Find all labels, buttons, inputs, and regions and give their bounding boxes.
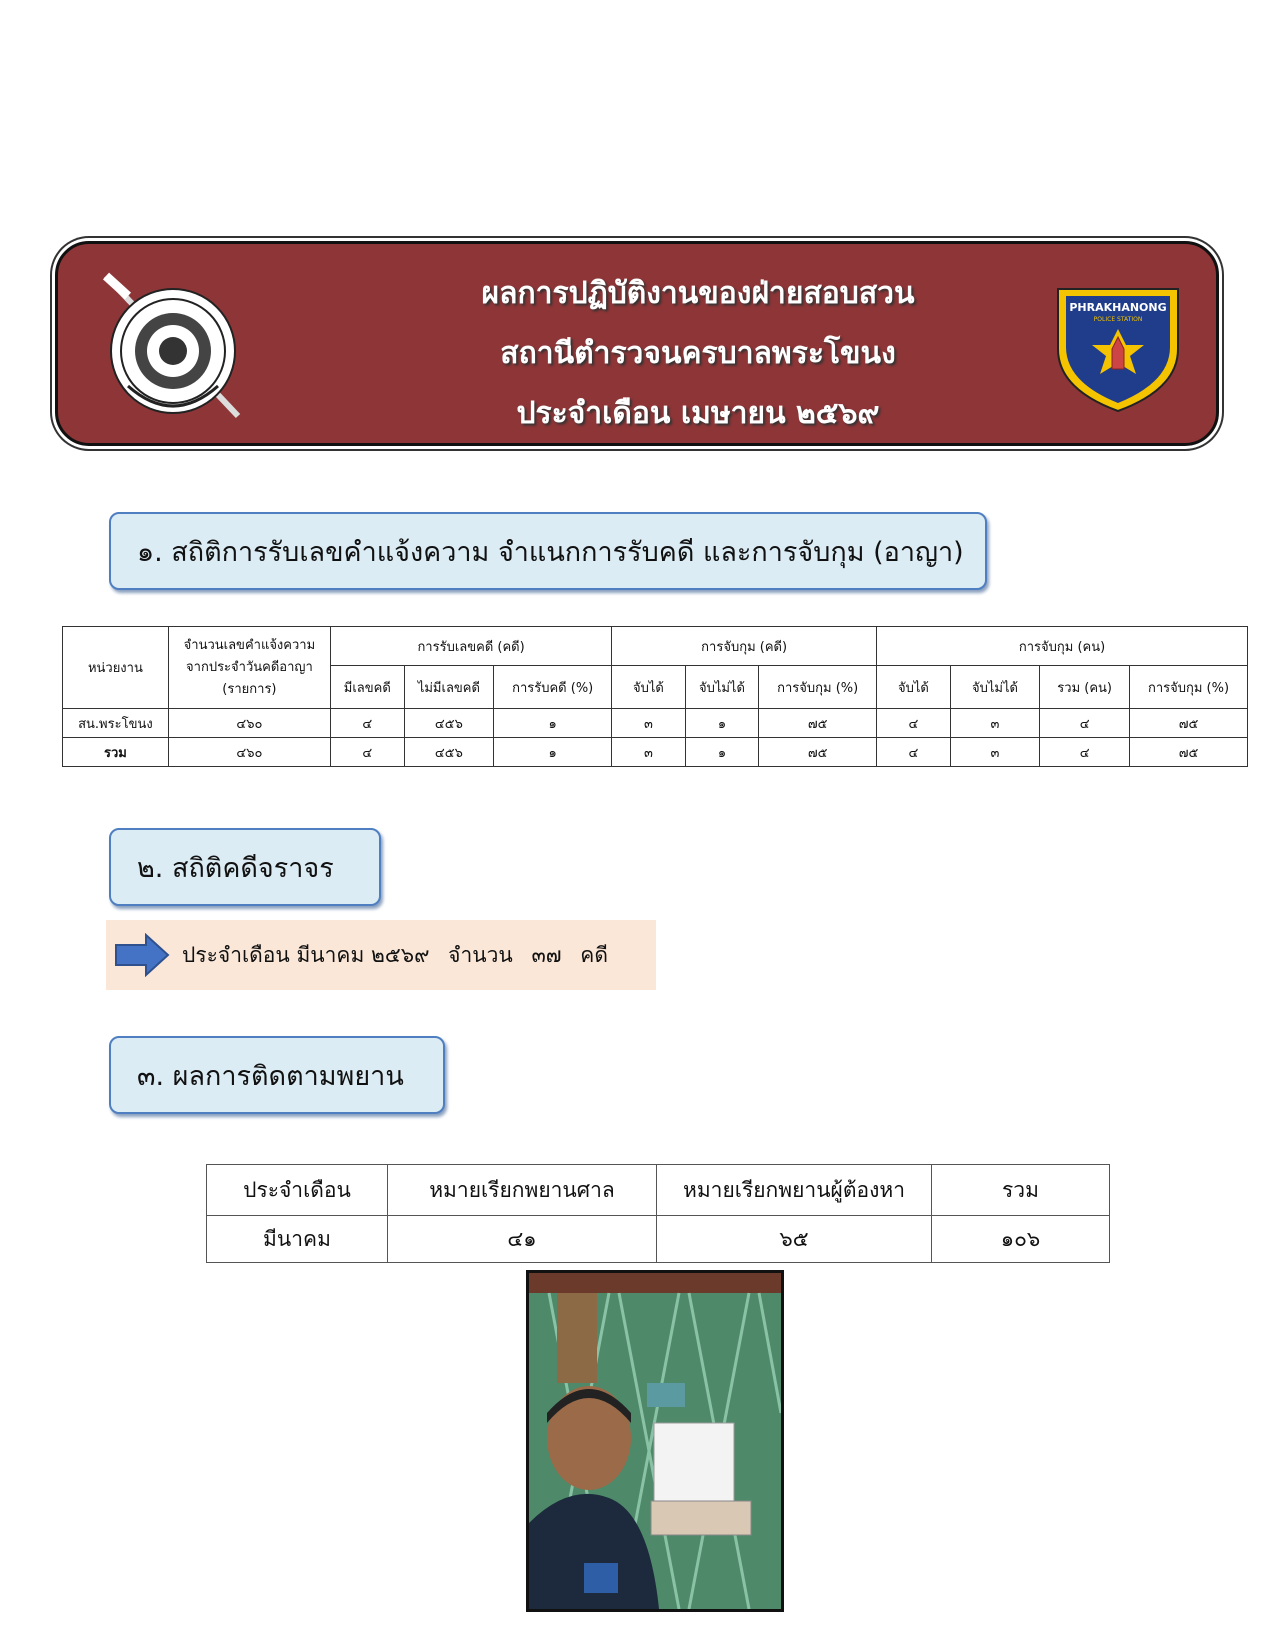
header-banner — [55, 241, 1219, 446]
section3-title: ๓. ผลการติดตามพยาน — [137, 1060, 404, 1092]
cell-arrest-pct-person: ๗๕ — [1130, 709, 1248, 738]
phrakhanong-station-badge — [1048, 279, 1188, 414]
traffic-month: ประจำเดือน มีนาคม ๒๕๖๙ — [182, 942, 430, 967]
th-not-caught-person: จับไม่ได้ — [950, 666, 1040, 709]
section1-title: ๑. สถิติการรับเลขคำแจ้งความ จำแนกการรับคดี และการจับกุม (อาญา) — [137, 536, 964, 568]
th-suspect-summons: หมายเรียกพยานผู้ต้องหา — [657, 1165, 932, 1216]
svg-text:PHRAKHANONG: PHRAKHANONG — [1069, 301, 1167, 314]
th-unit: หน่วยงาน — [63, 627, 169, 709]
cell-has-no: ๔ — [331, 738, 405, 767]
table-row — [207, 1216, 1110, 1263]
th-court-summons: หมายเรียกพยานศาล — [388, 1165, 657, 1216]
banner-title-line1: ผลการปฏิบัติงานของฝ่ายสอบสวน — [481, 276, 915, 311]
cell-not-caught: ๑ — [685, 738, 759, 767]
cell-arrest-pct: ๗๕ — [759, 709, 877, 738]
cell-no-no: ๔๕๖ — [404, 709, 494, 738]
cell-case-pct: ๑ — [494, 738, 612, 767]
cell-has-no: ๔ — [331, 709, 405, 738]
table-row — [63, 709, 1248, 738]
section2-title: ๒. สถิติคดีจราจร — [137, 852, 334, 884]
cell-month: มีนาคม — [207, 1216, 388, 1263]
cell-total-person: ๔ — [1040, 709, 1130, 738]
th-case-group: การรับเลขคดี (คดี) — [331, 627, 612, 666]
cell-caught-person: ๔ — [877, 738, 951, 767]
th-reports: จำนวนเลขคำแจ้งความ จากประจำวันคดีอาญา (รายการ) — [168, 627, 330, 709]
cell-unit: รวม — [63, 738, 169, 767]
traffic-cases-text — [182, 939, 620, 972]
traffic-cases-callout — [106, 920, 656, 990]
th-has-case-no: มีเลขคดี — [331, 666, 405, 709]
table-row-total — [63, 738, 1248, 767]
traffic-count-unit: คดี — [580, 942, 608, 967]
cell-arrest-pct-person: ๗๕ — [1130, 738, 1248, 767]
cell-unit: สน.พระโขนง — [63, 709, 169, 738]
criminal-statistics-table — [62, 626, 1248, 767]
banner-title-line2: สถานีตำรวจนครบาลพระโขนง — [500, 336, 896, 371]
th-total-person: รวม (คน) — [1040, 666, 1130, 709]
th-caught: จับได้ — [612, 666, 686, 709]
cell-arrest-pct: ๗๕ — [759, 738, 877, 767]
cell-total-person: ๔ — [1040, 738, 1130, 767]
th-total: รวม — [932, 1165, 1110, 1216]
th-caught-person: จับได้ — [877, 666, 951, 709]
cell-reports: ๔๖๐ — [168, 709, 330, 738]
th-arrest-person-group: การจับกุม (คน) — [877, 627, 1248, 666]
svg-text:POLICE STATION: POLICE STATION — [1093, 316, 1143, 323]
cell-case-pct: ๑ — [494, 709, 612, 738]
traffic-count-label: จำนวน — [448, 942, 513, 967]
arrow-right-icon — [114, 933, 170, 977]
cell-reports: ๔๖๐ — [168, 738, 330, 767]
th-not-caught: จับไม่ได้ — [685, 666, 759, 709]
cell-not-caught-person: ๓ — [950, 709, 1040, 738]
officer-photo — [526, 1270, 784, 1612]
cell-not-caught-person: ๓ — [950, 738, 1040, 767]
cell-caught-person: ๔ — [877, 709, 951, 738]
section3-header — [109, 1036, 445, 1114]
cell-court-summons: ๔๑ — [388, 1216, 657, 1263]
th-month: ประจำเดือน — [207, 1165, 388, 1216]
cell-suspect-summons: ๖๕ — [657, 1216, 932, 1263]
section2-header — [109, 828, 381, 906]
cell-caught: ๓ — [612, 709, 686, 738]
th-arrest-pct: การจับกุม (%) — [759, 666, 877, 709]
witness-tracking-table — [206, 1164, 1110, 1263]
banner-title-line3: ประจำเดือน เมษายน ๒๕๖๙ — [516, 396, 880, 431]
th-case-pct: การรับคดี (%) — [494, 666, 612, 709]
cell-not-caught: ๑ — [685, 709, 759, 738]
th-arrest-pct-person: การจับกุม (%) — [1130, 666, 1248, 709]
section1-header — [109, 512, 987, 590]
cell-no-no: ๔๕๖ — [404, 738, 494, 767]
cell-caught: ๓ — [612, 738, 686, 767]
th-no-case-no: ไม่มีเลขคดี — [404, 666, 494, 709]
cell-total: ๑๐๖ — [932, 1216, 1110, 1263]
traffic-count: ๓๗ — [531, 942, 562, 967]
th-arrest-case-group: การจับกุม (คดี) — [612, 627, 877, 666]
royal-thai-police-logo — [98, 266, 248, 426]
officer-photo-illustration — [529, 1273, 781, 1609]
